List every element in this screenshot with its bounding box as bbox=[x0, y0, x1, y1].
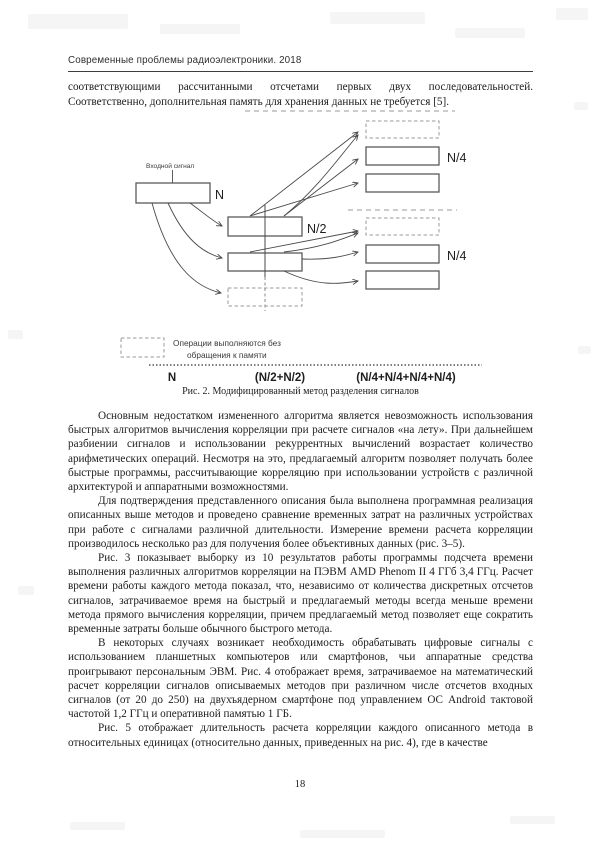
paragraph-continuation bbox=[68, 80, 533, 109]
paragraph-text: В некоторых случаях возникает необходимость обрабатывать цифровые сигналы с использованием планшетных компьютеров или смартфонов, чьи аппаратные средства проигрывают персональным ЭВМ. Рис. 4 отображает время, затрачиваемое на математический расчет корреляции сигналов описываемых методов при различном числе отсчетов входных сигналов (от 20 до 250) на двухъядерном смартфоне под управлением ОС Android тактовой частотой 1,2 ГГц и оперативной памятью 1 ГБ. bbox=[68, 637, 533, 721]
body-text bbox=[68, 409, 533, 750]
scan-noise bbox=[28, 14, 128, 29]
journal-title: Современные проблемы радиоэлектроники. 2018 bbox=[68, 55, 302, 66]
arrows-half2-to-quarters bbox=[250, 231, 358, 283]
quarter-box-4 bbox=[366, 271, 439, 289]
scan-noise bbox=[300, 830, 385, 838]
half-box-1 bbox=[228, 217, 302, 236]
scan-noise bbox=[70, 822, 125, 830]
scan-noise bbox=[330, 12, 425, 24]
n4-top-size-label: N/4 bbox=[447, 151, 467, 165]
half-box-2 bbox=[228, 253, 302, 271]
arrows-n-to-halves bbox=[152, 203, 222, 293]
scan-noise bbox=[578, 346, 591, 354]
n-size-label: N bbox=[215, 188, 225, 202]
paragraph-text: Основным недостатком измененного алгоритма является невозможность использования быстрых алгоритмов вычисления корреляции при расчете сигналов «на лету». При дальнейшем разбиении сигналов и использовании рекуррентных вычислений возрастает количество арифметических операций. Несмотря на это, предлагаемый алгоритм позволяет получать более быстрые программы, рассчитывающие корреляцию при использовании устройств с различной архитектурой и аппаратными возможностями. bbox=[68, 410, 533, 494]
legend-text-line2: обращения к памяти bbox=[187, 350, 267, 360]
quarter-box-1 bbox=[366, 147, 439, 165]
figure-caption: Рис. 2. Модифицированный метод разделения сигналов bbox=[182, 386, 419, 397]
n4-bottom-size-label: N/4 bbox=[447, 249, 467, 263]
legend-text-line1: Операции выполняются без bbox=[173, 338, 281, 348]
quarter-box-3 bbox=[366, 245, 439, 263]
quarter-box-2 bbox=[366, 174, 439, 192]
quarter-box-virtual-top bbox=[366, 121, 439, 138]
input-signal-label: Входной сигнал bbox=[146, 163, 195, 170]
scan-noise bbox=[160, 24, 240, 34]
axis-label-n2: (N/2+N/2) bbox=[254, 372, 306, 384]
axis-label-n: N bbox=[167, 372, 177, 384]
paragraph-text: Рис. 5 отображает длительность расчета корреляции каждого описанного метода в относительных единицах (относительно данных, приведенных на рис. 4), где в качестве bbox=[68, 722, 533, 749]
paragraph-text: Рис. 3 показывает выборку из 10 результатов работы программы подсчета времени выполнения различных алгоритмов корреляции на ПЭВМ AMD Phenom II 4 ГГб 3,4 ГГц. Расчет времени работы каждого метода показал, что, независимо от количества дискретных отсчетов сигналов, затрачиваемое время на быстрый и предлагаемый методы всегда меньше времени метода прямого вычисления корреляции, причем предлагаемый метод позволяет еще сократить временные затраты больше обычного быстрого метода. bbox=[68, 552, 533, 636]
page-number: 18 bbox=[294, 779, 306, 790]
scan-noise bbox=[556, 8, 588, 20]
scan-noise bbox=[18, 586, 34, 595]
paragraph-text: Для подтверждения представленного описания была выполнена программная реализация описанных выше методов и проведено сравнение временных затрат на различных устройствах при работе с сигналами различной длительности. Измерение времени расчета корреляции производилось несколько раз для получения более объективных данных (рис. 3–5). bbox=[68, 495, 533, 550]
n2-size-label: N/2 bbox=[307, 222, 327, 236]
half-box-virtual-dashed bbox=[228, 288, 302, 306]
quarter-box-virtual-bottom bbox=[366, 218, 439, 235]
scan-noise bbox=[574, 102, 588, 110]
scan-noise bbox=[510, 816, 555, 824]
scan-noise bbox=[8, 330, 23, 339]
input-signal-box bbox=[136, 183, 210, 203]
legend-dashed-box bbox=[121, 338, 164, 357]
paragraph-text: соответствующими рассчитанными отсчетами первых двух последовательностей. Соответственно, дополнительная память для хранения данных не требуется [5]. bbox=[68, 81, 533, 108]
arrows-half1-to-quarters bbox=[250, 132, 358, 216]
axis-label-n4: (N/4+N/4+N/4+N/4) bbox=[356, 372, 456, 384]
running-header bbox=[68, 55, 533, 72]
scan-noise bbox=[455, 28, 525, 38]
